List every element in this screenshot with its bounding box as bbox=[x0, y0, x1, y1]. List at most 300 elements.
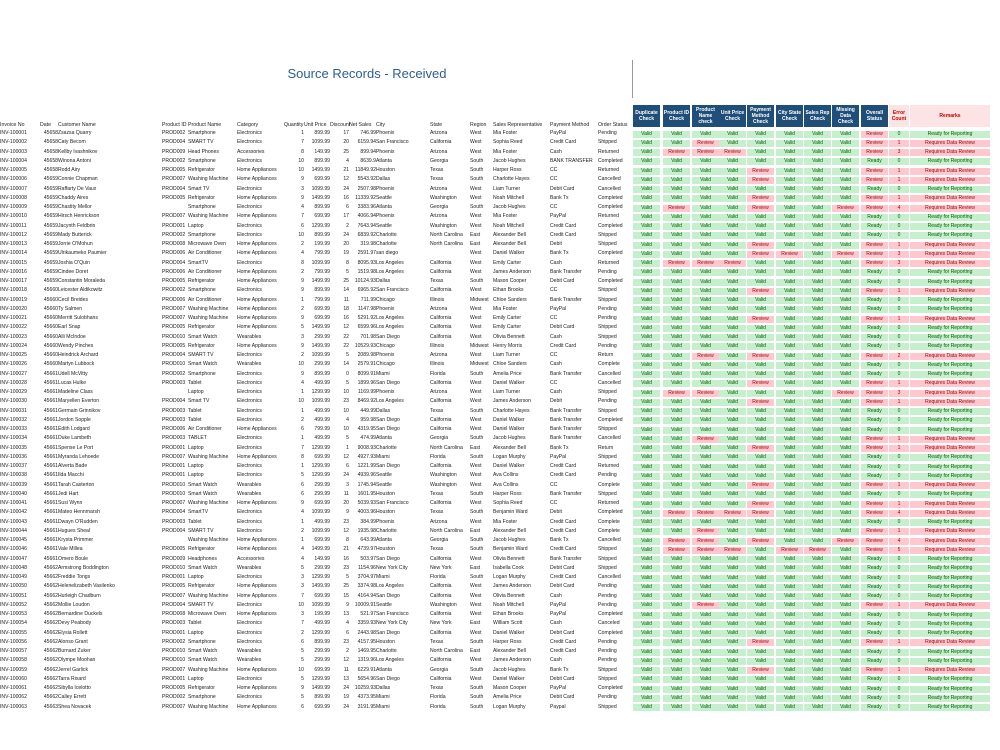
table-cell: PROD005 bbox=[162, 583, 186, 590]
table-cell: Daniel Walker bbox=[493, 426, 525, 432]
table-cell: Home Appliances bbox=[237, 453, 277, 460]
table-cell: Logan Murphy bbox=[493, 453, 526, 460]
table-cell: Lucas Hulke bbox=[58, 379, 87, 386]
column-header: Unit Price bbox=[304, 122, 327, 128]
table-cell: Refrigerator bbox=[188, 324, 215, 331]
table-cell: Refrigerator bbox=[188, 278, 215, 284]
check-status-cell: Valid bbox=[776, 482, 803, 489]
check-status-cell: Valid bbox=[832, 565, 859, 572]
check-status-cell: Valid bbox=[692, 343, 719, 350]
table-cell: Washing Machine bbox=[188, 213, 229, 220]
table-cell: California bbox=[430, 324, 452, 331]
check-status-cell: Valid bbox=[747, 528, 774, 535]
table-cell: Dwayn O'Rudden bbox=[58, 518, 98, 525]
check-status-cell: Valid bbox=[832, 168, 859, 175]
check-status-cell: Valid bbox=[692, 612, 719, 619]
remarks-cell: Ready for Reporting bbox=[910, 306, 990, 313]
table-cell: Germain Grinnikov bbox=[58, 407, 101, 414]
table-cell: Krysta Primmer bbox=[58, 537, 94, 543]
table-cell: Smartphone bbox=[188, 157, 216, 164]
table-cell: 1299.99 bbox=[311, 675, 330, 682]
check-status-cell: Valid bbox=[832, 602, 859, 609]
table-cell: Madeline Class bbox=[58, 389, 93, 395]
check-status-cell: Valid bbox=[776, 454, 803, 461]
table-cell: CC bbox=[550, 315, 558, 321]
table-cell: Benjamin Ward bbox=[493, 546, 528, 553]
table-cell: South bbox=[470, 176, 484, 183]
check-status-cell: Valid bbox=[633, 630, 660, 637]
check-status-cell: Valid bbox=[804, 501, 831, 508]
overall-status-cell: Ready bbox=[861, 464, 888, 471]
table-cell: INV-100021 bbox=[0, 315, 27, 321]
check-status-cell: Valid bbox=[776, 695, 803, 702]
remarks-cell: Ready for Reporting bbox=[910, 279, 990, 286]
table-cell: Paypal bbox=[550, 703, 566, 710]
table-cell: Alexander Bell bbox=[493, 648, 526, 654]
check-status-cell: Valid bbox=[633, 454, 660, 461]
table-cell: Complete bbox=[598, 361, 620, 368]
table-cell: PROD010 bbox=[162, 648, 186, 654]
table-cell: Florida bbox=[430, 694, 446, 701]
check-status-cell: Valid bbox=[776, 556, 803, 563]
table-cell: 20 bbox=[343, 241, 349, 247]
check-status-cell: Valid bbox=[633, 380, 660, 387]
table-cell: Smart Watch bbox=[188, 657, 218, 664]
table-cell: 6 bbox=[346, 204, 349, 210]
table-cell: Logan Murphy bbox=[493, 574, 526, 580]
remarks-cell: Ready for Reporting bbox=[910, 584, 990, 591]
table-cell: 1 bbox=[301, 407, 304, 414]
check-status-cell: Valid bbox=[832, 686, 859, 693]
table-cell: Refrigerator bbox=[188, 685, 215, 691]
table-cell: 1154.96 bbox=[357, 564, 376, 571]
table-cell: 11339.92 bbox=[355, 194, 376, 201]
table-cell: 45661 bbox=[43, 453, 58, 460]
check-status-cell: Valid bbox=[692, 205, 719, 212]
table-cell: 4 bbox=[301, 379, 304, 386]
table-cell: PROD007 bbox=[162, 315, 186, 321]
table-cell: 10 bbox=[298, 167, 304, 173]
table-cell: Shipped bbox=[598, 324, 617, 331]
table-cell: SmartTV bbox=[188, 259, 209, 266]
table-cell: Complete bbox=[598, 518, 620, 525]
table-cell: Home Appliances bbox=[237, 305, 277, 312]
check-status-cell: Valid bbox=[747, 676, 774, 683]
table-cell: Pending bbox=[598, 305, 617, 312]
table-cell: 1299.99 bbox=[311, 629, 330, 636]
overall-status-cell: Review bbox=[861, 353, 888, 360]
table-cell: Maryellen Everton bbox=[58, 398, 100, 405]
check-status-cell: Valid bbox=[692, 584, 719, 591]
table-cell: Jacob Hughes bbox=[493, 204, 526, 210]
check-status-cell: Valid bbox=[633, 371, 660, 378]
error-count-cell: 0 bbox=[889, 454, 909, 461]
check-status-cell: Valid bbox=[633, 519, 660, 526]
table-cell: 7 bbox=[301, 139, 304, 146]
table-cell: Jerrel Garlick bbox=[58, 666, 89, 673]
check-status-cell: Valid bbox=[832, 676, 859, 683]
check-status-cell: Valid bbox=[804, 417, 831, 424]
check-status-cell: Valid bbox=[776, 371, 803, 378]
check-status-cell: Valid bbox=[832, 658, 859, 665]
table-cell: 5291.92 bbox=[357, 315, 376, 321]
check-status-cell: Valid bbox=[633, 131, 660, 138]
check-status-cell: Valid bbox=[719, 482, 746, 489]
table-cell: San Diego bbox=[376, 333, 400, 340]
check-status-cell: Valid bbox=[692, 297, 719, 304]
table-cell: 8469.92 bbox=[357, 398, 376, 405]
table-cell: Electronics bbox=[237, 416, 262, 423]
check-status-cell: Review bbox=[663, 547, 690, 554]
table-cell: 8 bbox=[346, 537, 349, 543]
remarks-cell: Requires Data Review bbox=[910, 445, 990, 452]
check-status-cell: Valid bbox=[804, 288, 831, 295]
check-status-cell: Valid bbox=[832, 612, 859, 619]
check-status-cell: Valid bbox=[633, 704, 660, 711]
table-cell: Los Angeles bbox=[376, 259, 404, 266]
table-cell: 899.99 bbox=[314, 204, 330, 210]
check-status-cell: Valid bbox=[719, 667, 746, 674]
table-cell: Chicago bbox=[376, 361, 395, 368]
table-cell: Microwave Oven bbox=[188, 611, 226, 617]
table-cell: Helenelizabeth Vasilenko bbox=[58, 583, 115, 590]
table-cell: Cindee Doret bbox=[58, 268, 89, 275]
check-status-cell: Valid bbox=[804, 362, 831, 369]
check-status-cell: Valid bbox=[776, 177, 803, 184]
table-cell: PROD007 bbox=[162, 453, 186, 460]
table-cell: PROD002 bbox=[162, 638, 186, 645]
error-count-cell: 0 bbox=[889, 223, 909, 230]
error-count-cell: 0 bbox=[889, 306, 909, 313]
table-cell: 299.99 bbox=[314, 481, 330, 488]
check-status-cell: Valid bbox=[692, 667, 719, 674]
table-cell: Shipped bbox=[598, 333, 617, 340]
table-cell: Seattle bbox=[376, 601, 392, 608]
check-status-cell: Valid bbox=[633, 501, 660, 508]
table-cell: 299.99 bbox=[314, 648, 330, 654]
check-status-cell: Valid bbox=[747, 343, 774, 350]
check-status-cell: Valid bbox=[663, 575, 690, 582]
table-cell: 45661 bbox=[43, 509, 58, 516]
table-cell: Seattle bbox=[376, 481, 392, 488]
check-status-cell: Valid bbox=[804, 584, 831, 591]
table-cell: West bbox=[470, 416, 482, 423]
check-column-header: Unit Price Check bbox=[719, 105, 746, 127]
table-cell: 1299.99 bbox=[311, 389, 330, 395]
check-status-cell: Valid bbox=[747, 297, 774, 304]
error-count-cell: 0 bbox=[889, 676, 909, 683]
table-cell: Electronics bbox=[237, 638, 262, 645]
table-cell: 45663 bbox=[43, 703, 58, 710]
table-cell: 45659 bbox=[43, 194, 58, 201]
check-status-cell: Valid bbox=[747, 390, 774, 397]
table-cell: Washing Machine bbox=[188, 500, 229, 506]
table-cell: Earl Snap bbox=[58, 324, 81, 331]
table-cell: Liam Turner bbox=[493, 389, 521, 395]
table-cell: Florida bbox=[430, 370, 446, 377]
check-status-cell: Valid bbox=[804, 260, 831, 267]
table-cell: 10 bbox=[343, 426, 349, 432]
table-cell: 5 bbox=[346, 574, 349, 580]
table-cell: Dallas bbox=[376, 176, 391, 183]
check-status-cell: Valid bbox=[633, 417, 660, 424]
table-cell: 25 bbox=[343, 583, 349, 590]
table-cell: SMART TV bbox=[188, 601, 214, 608]
table-cell: Home Appliances bbox=[237, 176, 277, 183]
table-cell: Amelia Price bbox=[493, 370, 522, 377]
table-cell: 5 bbox=[301, 472, 304, 479]
check-status-cell: Valid bbox=[747, 408, 774, 415]
table-cell: Debit Card bbox=[550, 583, 575, 590]
check-status-cell: Valid bbox=[663, 306, 690, 313]
table-cell: Laptop bbox=[188, 389, 204, 395]
table-cell: Olivia Bennett bbox=[493, 333, 525, 340]
table-cell: Credit Card bbox=[550, 342, 577, 349]
table-cell: Completed bbox=[598, 416, 623, 423]
remarks-cell: Ready for Reporting bbox=[910, 325, 990, 332]
overall-status-cell: Ready bbox=[861, 454, 888, 461]
table-cell: Washing Machine bbox=[188, 666, 229, 673]
remarks-cell: Requires Data Review bbox=[910, 380, 990, 387]
table-cell: 45661 bbox=[43, 389, 58, 395]
check-status-cell: Valid bbox=[719, 639, 746, 646]
remarks-header: Remarks bbox=[910, 105, 990, 127]
table-cell: 5 bbox=[301, 324, 304, 331]
check-status-cell: Valid bbox=[719, 325, 746, 332]
check-status-cell: Valid bbox=[663, 251, 690, 258]
table-cell: 799.99 bbox=[314, 250, 330, 257]
check-status-cell: Valid bbox=[832, 667, 859, 674]
table-cell: 1899.96 bbox=[357, 379, 376, 386]
check-status-cell: Valid bbox=[832, 417, 859, 424]
remarks-cell: Ready for Reporting bbox=[910, 695, 990, 702]
table-cell: 899.99 bbox=[314, 370, 330, 377]
table-cell: Georgia bbox=[430, 204, 449, 210]
table-cell: 45659 bbox=[43, 259, 58, 266]
table-cell: 299.99 bbox=[314, 564, 330, 571]
table-cell: 0 bbox=[346, 370, 349, 377]
table-cell: Kellby Ivashnikov bbox=[58, 148, 98, 155]
check-status-cell: Valid bbox=[719, 371, 746, 378]
table-cell: Debit Card bbox=[550, 278, 575, 284]
check-column-header: Duplicate Check bbox=[633, 105, 660, 127]
table-cell: Debit Card bbox=[550, 694, 575, 701]
table-cell: INV-100037 bbox=[0, 463, 27, 469]
overall-status-cell: Review bbox=[861, 380, 888, 387]
table-cell: CC bbox=[550, 481, 558, 488]
table-cell: Alli McIndoe bbox=[58, 333, 86, 340]
table-cell: 6 bbox=[301, 638, 304, 645]
check-status-cell: Valid bbox=[719, 473, 746, 480]
table-cell: INV-100002 bbox=[0, 139, 27, 146]
table-cell: Electronics bbox=[237, 435, 262, 442]
table-cell: Charlotte bbox=[376, 241, 397, 247]
table-cell: Electronics bbox=[237, 629, 262, 636]
check-status-cell: Valid bbox=[776, 316, 803, 323]
table-cell: Phoenix bbox=[376, 185, 395, 192]
check-status-cell: Valid bbox=[719, 427, 746, 434]
check-status-cell: Valid bbox=[804, 223, 831, 230]
table-cell: East bbox=[470, 231, 481, 238]
table-cell: INV-100052 bbox=[0, 601, 27, 608]
table-cell: Freddie Tongs bbox=[58, 574, 91, 580]
table-cell: 45658 bbox=[43, 167, 58, 173]
table-cell: Shipped bbox=[598, 546, 617, 553]
table-cell: 5 bbox=[346, 268, 349, 275]
check-status-cell: Valid bbox=[719, 223, 746, 230]
table-cell: 1499.99 bbox=[311, 194, 330, 201]
check-status-cell: Valid bbox=[747, 473, 774, 480]
check-status-cell: Valid bbox=[633, 538, 660, 545]
table-cell: PROD007 bbox=[162, 500, 186, 506]
table-cell: 45661 bbox=[43, 379, 58, 386]
table-cell: CC bbox=[550, 176, 558, 183]
check-status-cell: Review bbox=[747, 510, 774, 517]
check-status-cell: Valid bbox=[804, 445, 831, 452]
check-status-cell: Valid bbox=[776, 149, 803, 156]
table-cell: Electronics bbox=[237, 444, 262, 451]
check-status-cell: Valid bbox=[719, 140, 746, 147]
table-cell: 6965.92 bbox=[357, 287, 376, 294]
table-cell: Wearables bbox=[237, 564, 262, 571]
table-cell: Home Appliances bbox=[237, 315, 277, 321]
table-cell: Credit Card bbox=[550, 139, 577, 146]
error-count-cell: 0 bbox=[889, 343, 909, 350]
check-status-cell: Valid bbox=[804, 343, 831, 350]
table-cell: Washington bbox=[430, 222, 457, 229]
table-cell: Jordon Sopple bbox=[58, 416, 91, 423]
check-status-cell: Valid bbox=[692, 288, 719, 295]
table-cell: 24 bbox=[343, 231, 349, 238]
table-cell: Completed bbox=[598, 250, 623, 257]
table-cell: East bbox=[470, 620, 481, 627]
table-cell: South bbox=[470, 574, 484, 580]
table-cell: 5 bbox=[346, 379, 349, 386]
check-status-cell: Valid bbox=[663, 612, 690, 619]
table-cell: 6599.96 bbox=[357, 324, 376, 331]
table-cell: South bbox=[470, 685, 484, 691]
check-status-cell: Valid bbox=[747, 131, 774, 138]
table-cell: Credit Card bbox=[550, 222, 577, 229]
table-cell: 13 bbox=[343, 611, 349, 617]
check-status-cell: Valid bbox=[804, 676, 831, 683]
table-cell: Bank Transfer bbox=[550, 426, 582, 432]
check-status-cell: Valid bbox=[776, 639, 803, 646]
table-cell: PayPal bbox=[550, 611, 567, 617]
check-status-cell: Valid bbox=[804, 538, 831, 545]
check-status-cell: Valid bbox=[633, 695, 660, 702]
check-status-cell: Valid bbox=[719, 649, 746, 656]
check-status-cell: Valid bbox=[832, 343, 859, 350]
check-status-cell: Review bbox=[747, 316, 774, 323]
table-cell: 14 bbox=[343, 361, 349, 368]
table-cell: Accessories bbox=[237, 555, 265, 562]
error-count-cell: 0 bbox=[889, 362, 909, 369]
table-cell: Pending bbox=[598, 268, 617, 275]
table-cell: 16 bbox=[343, 555, 349, 562]
check-status-cell: Valid bbox=[633, 602, 660, 609]
check-status-cell: Valid bbox=[832, 177, 859, 184]
table-cell: Spense Le Port bbox=[58, 444, 94, 451]
table-cell: West bbox=[470, 139, 482, 146]
check-status-cell: Valid bbox=[719, 232, 746, 239]
check-status-cell: Valid bbox=[719, 464, 746, 471]
table-cell: 45659 bbox=[43, 185, 58, 192]
table-cell: Electronics bbox=[237, 620, 262, 627]
divider-line bbox=[632, 60, 633, 98]
check-status-cell: Valid bbox=[692, 445, 719, 452]
table-cell: Tarra Rixard bbox=[58, 675, 86, 682]
table-cell: 6159.94 bbox=[357, 139, 376, 146]
check-status-cell: Valid bbox=[832, 186, 859, 193]
check-status-cell: Valid bbox=[663, 380, 690, 387]
table-cell: Electronics bbox=[237, 389, 262, 395]
check-status-cell: Review bbox=[719, 547, 746, 554]
table-cell: Air Conditioner bbox=[188, 426, 222, 432]
table-cell: Jedi Hart bbox=[58, 490, 79, 497]
check-status-cell: Valid bbox=[776, 667, 803, 674]
check-status-cell: Valid bbox=[804, 686, 831, 693]
table-cell: 11 bbox=[343, 296, 349, 303]
check-status-cell: Valid bbox=[776, 501, 803, 508]
table-cell: West bbox=[470, 185, 482, 192]
error-count-cell: 1 bbox=[889, 399, 909, 406]
table-cell: Electronics bbox=[237, 379, 262, 386]
remarks-cell: Ready for Reporting bbox=[910, 658, 990, 665]
table-cell: PROD002 bbox=[162, 231, 186, 238]
check-status-cell: Valid bbox=[776, 168, 803, 175]
check-status-cell: Valid bbox=[719, 593, 746, 600]
table-cell: Home Appliances bbox=[237, 426, 277, 432]
table-cell: Shea Novacek bbox=[58, 703, 92, 710]
check-status-cell: Valid bbox=[747, 704, 774, 711]
overall-status-cell: Ready bbox=[861, 158, 888, 165]
table-cell: PROD001 bbox=[162, 463, 186, 469]
overall-status-cell: Review bbox=[861, 205, 888, 212]
error-count-cell: 0 bbox=[889, 565, 909, 572]
check-status-cell: Valid bbox=[804, 658, 831, 665]
table-cell: West bbox=[470, 500, 482, 506]
table-cell: 1099.99 bbox=[311, 259, 330, 266]
check-status-cell: Valid bbox=[832, 482, 859, 489]
table-cell: South bbox=[470, 537, 484, 543]
check-status-cell: Valid bbox=[663, 593, 690, 600]
check-status-cell: Valid bbox=[832, 334, 859, 341]
table-cell: Washing Machine bbox=[188, 703, 229, 710]
table-cell: 24 bbox=[343, 472, 349, 479]
table-cell: Alexander Bell bbox=[493, 527, 526, 534]
table-cell: 11 bbox=[343, 666, 349, 673]
table-cell: Jacob Hughes bbox=[493, 435, 526, 442]
table-cell: Chloe Sanders bbox=[493, 361, 527, 368]
check-status-cell: Valid bbox=[719, 306, 746, 313]
overall-status-cell: Ready bbox=[861, 575, 888, 582]
overall-status-cell: Ready bbox=[861, 584, 888, 591]
table-cell: Duke Lambeth bbox=[58, 435, 92, 442]
table-cell: Home Appliances bbox=[237, 611, 277, 617]
check-status-cell: Valid bbox=[663, 473, 690, 480]
check-status-cell: Review bbox=[776, 251, 803, 258]
check-status-cell: Valid bbox=[633, 436, 660, 443]
check-status-cell: Valid bbox=[663, 269, 690, 276]
table-cell: Arizona bbox=[430, 213, 448, 220]
table-cell: Georgia bbox=[430, 537, 449, 543]
check-status-cell: Valid bbox=[719, 528, 746, 535]
table-cell: Arizona bbox=[430, 305, 448, 312]
check-status-cell: Valid bbox=[832, 427, 859, 434]
table-cell: Miami bbox=[376, 370, 390, 377]
table-cell: 6 bbox=[301, 222, 304, 229]
